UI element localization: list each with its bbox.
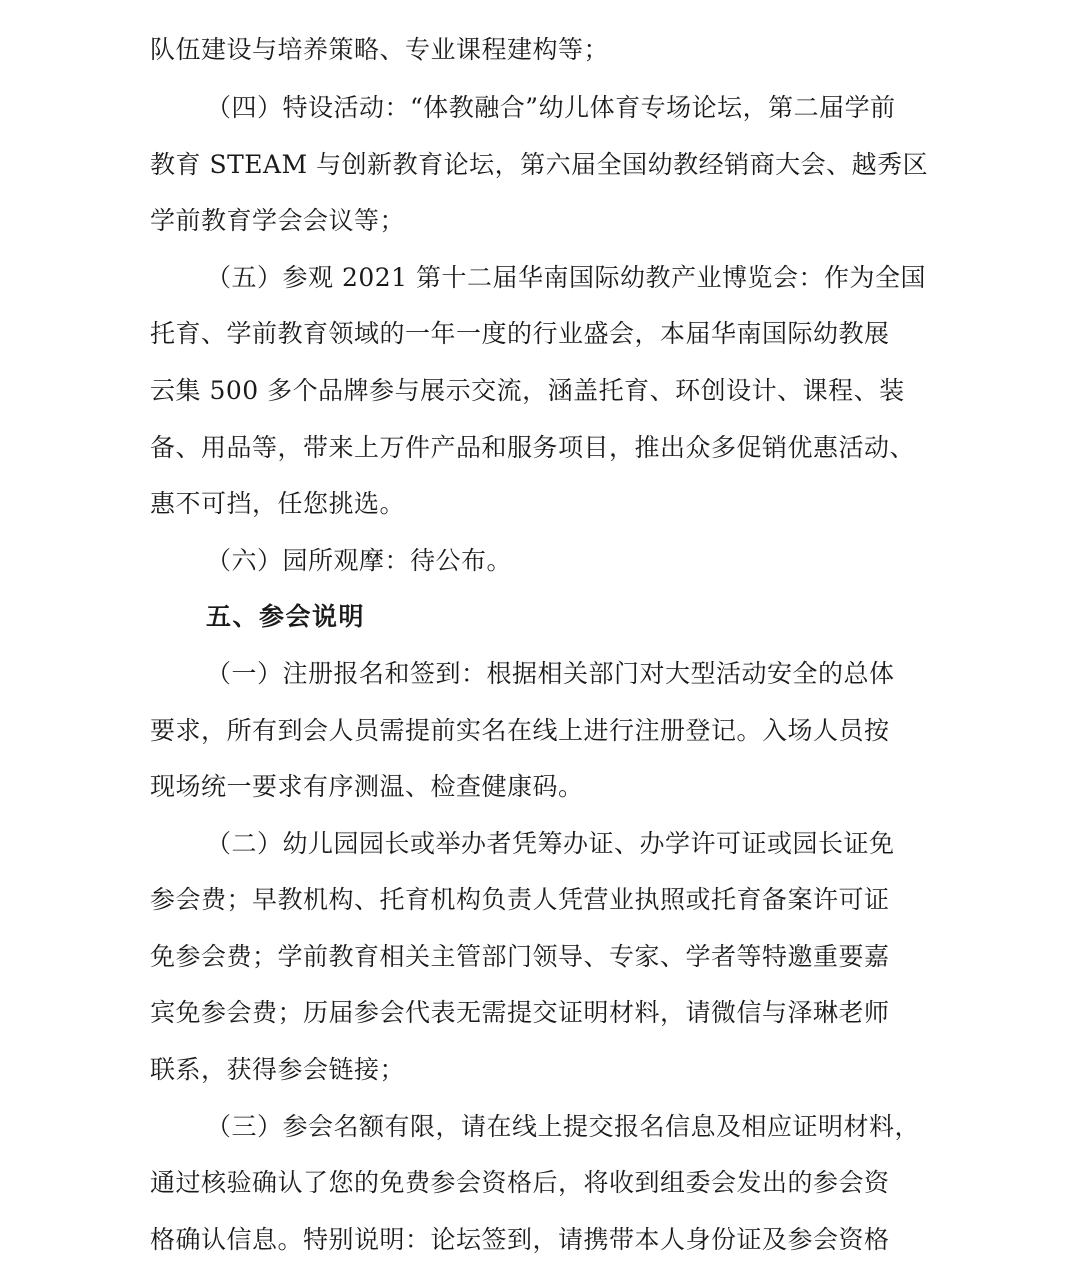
- section-five-heading: 五、参会说明: [206, 602, 366, 631]
- item-5-line-1: [0, 258, 1080, 298]
- s5-item-1-line-3: [0, 767, 1080, 807]
- item-4-line-3: [0, 201, 1080, 241]
- item-5-line-5: [0, 484, 1080, 524]
- text-line: （六）园所观摩：待公布。: [206, 546, 513, 575]
- text-line: 参会费；早教机构、托育机构负责人凭营业执照或托育备案许可证: [150, 885, 890, 914]
- item-5-line-4: [0, 428, 1080, 468]
- text-line: 宾免参会费；历届参会代表无需提交证明材料，请微信与泽琳老师: [150, 998, 890, 1027]
- text-line: 要求，所有到会人员需提前实名在线上进行注册登记。入场人员按: [150, 716, 890, 745]
- text-line: （三）参会名额有限，请在线上提交报名信息及相应证明材料，: [206, 1112, 921, 1141]
- text-line: 惠不可挡，任您挑选。: [150, 489, 406, 518]
- section-heading: [0, 597, 1080, 637]
- text-line: 学前教育学会会议等；: [150, 206, 406, 235]
- text-line: 队伍建设与培养策略、专业课程建构等；: [150, 35, 610, 64]
- text-line: （二）幼儿园园长或举办者凭筹办证、办学许可证或园长证免: [206, 829, 895, 858]
- text-line: 云集 500 多个品牌参与展示交流，涵盖托育、环创设计、课程、装: [150, 376, 905, 405]
- item-4-line-2: [0, 145, 1080, 185]
- s5-item-2-line-5: [0, 1050, 1080, 1090]
- s5-item-1-line-1: [0, 654, 1080, 694]
- text-line: 现场统一要求有序测温、检查健康码。: [150, 772, 584, 801]
- paragraph-line: [0, 30, 1080, 70]
- text-line: （四）特设活动：“体教融合”幼儿体育专场论坛，第二届学前: [206, 93, 896, 122]
- s5-item-1-line-2: [0, 711, 1080, 751]
- s5-item-2-line-3: [0, 937, 1080, 977]
- text-line: 备、用品等，带来上万件产品和服务项目，推出众多促销优惠活动、: [150, 433, 916, 462]
- s5-item-2-line-1: [0, 824, 1080, 864]
- text-line: 托育、学前教育领域的一年一度的行业盛会，本届华南国际幼教展: [150, 319, 890, 348]
- item-5-line-3: [0, 371, 1080, 411]
- s5-item-2-line-4: [0, 993, 1080, 1033]
- text-line: （五）参观 2021 第十二届华南国际幼教产业博览会：作为全国: [206, 263, 927, 292]
- s5-item-2-line-2: [0, 880, 1080, 920]
- s5-item-3-line-2: [0, 1163, 1080, 1203]
- text-line: 格确认信息。特别说明：论坛签到，请携带本人身份证及参会资格: [150, 1225, 890, 1254]
- s5-item-3-line-3: [0, 1220, 1080, 1260]
- text-line: 教育 STEAM 与创新教育论坛，第六届全国幼教经销商大会、越秀区: [150, 150, 929, 179]
- s5-item-3-line-1: [0, 1107, 1080, 1147]
- text-line: （一）注册报名和签到：根据相关部门对大型活动安全的总体: [206, 659, 895, 688]
- item-5-line-2: [0, 314, 1080, 354]
- item-4-line-1: [0, 88, 1080, 128]
- text-line: 免参会费；学前教育相关主管部门领导、专家、学者等特邀重要嘉: [150, 942, 890, 971]
- text-line: 联系，获得参会链接；: [150, 1055, 406, 1084]
- text-line: 通过核验确认了您的免费参会资格后，将收到组委会发出的参会资: [150, 1168, 890, 1197]
- item-6-line-1: [0, 541, 1080, 581]
